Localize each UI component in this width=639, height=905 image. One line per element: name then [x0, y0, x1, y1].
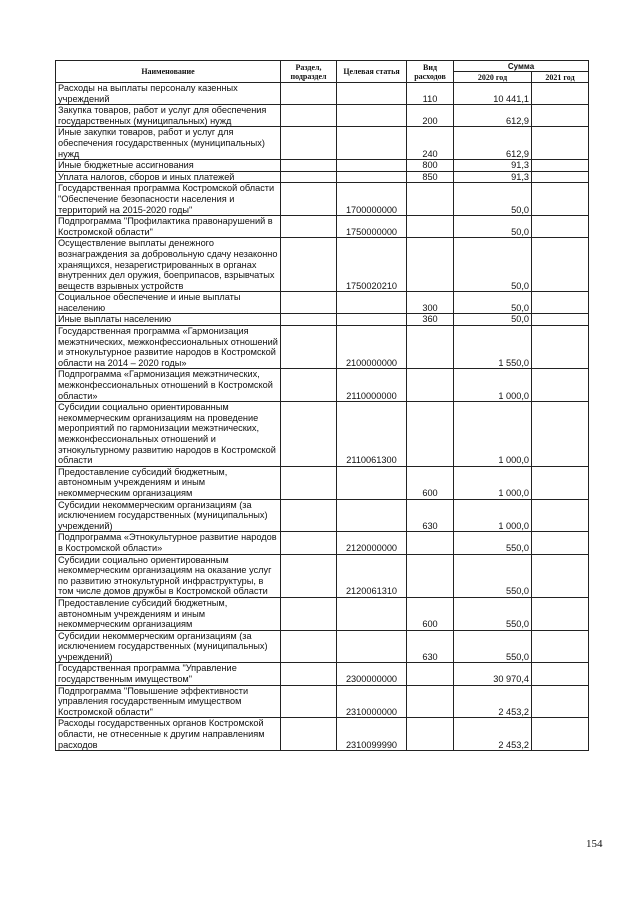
cell-target [337, 171, 407, 183]
cell-section [281, 554, 337, 597]
cell-y2021 [532, 216, 589, 238]
table-row [56, 326, 589, 369]
cell-target: 2310000000 [337, 685, 407, 718]
table-row [56, 532, 589, 554]
cell-name: Уплата налогов, сборов и иных платежей [56, 171, 281, 183]
header-expense: Вид расходов [407, 61, 454, 83]
cell-section [281, 216, 337, 238]
cell-expense [407, 663, 454, 685]
table-row [56, 630, 589, 663]
cell-section [281, 171, 337, 183]
cell-y2021 [532, 663, 589, 685]
cell-y2020: 91,3 [454, 160, 532, 172]
table-row [56, 216, 589, 238]
cell-name: Осуществление выплаты денежного вознаграждения за добровольную сдачу незаконно хранящихся, незарегистрированных в органах внутренних дел оружия, боеприпасов, взрывчатых веществ взрывных устройств [56, 238, 281, 292]
cell-section [281, 238, 337, 292]
cell-section [281, 663, 337, 685]
cell-section [281, 326, 337, 369]
cell-y2020: 50,0 [454, 216, 532, 238]
cell-expense [407, 402, 454, 467]
cell-name: Государственная программа Костромской области "Обеспечение безопасности населения и территорий на 2015-2020 годы" [56, 183, 281, 216]
cell-expense [407, 238, 454, 292]
cell-section [281, 499, 337, 532]
cell-y2020: 550,0 [454, 554, 532, 597]
table-row [56, 105, 589, 127]
cell-name: Социальное обеспечение и иные выплаты населению [56, 292, 281, 314]
cell-expense: 300 [407, 292, 454, 314]
cell-y2020: 612,9 [454, 105, 532, 127]
cell-expense: 200 [407, 105, 454, 127]
cell-target [337, 499, 407, 532]
cell-y2020: 30 970,4 [454, 663, 532, 685]
cell-target: 2120000000 [337, 532, 407, 554]
cell-target [337, 127, 407, 160]
cell-y2021 [532, 183, 589, 216]
cell-name: Иные бюджетные ассигнования [56, 160, 281, 172]
table-row [56, 663, 589, 685]
cell-target [337, 292, 407, 314]
cell-expense: 850 [407, 171, 454, 183]
cell-name: Подпрограмма "Профилактика правонарушений в Костромской области" [56, 216, 281, 238]
cell-y2021 [532, 499, 589, 532]
cell-name: Субсидии некоммерческим организациям (за исключением государственных (муниципальных) учреждений) [56, 630, 281, 663]
cell-name: Подпрограмма «Гармонизация межэтнических, межконфессиональных отношений в Костромской области» [56, 369, 281, 402]
budget-table [55, 60, 589, 751]
header-name: Наименование [56, 61, 281, 83]
cell-expense [407, 369, 454, 402]
table-row [56, 83, 589, 105]
cell-y2021 [532, 238, 589, 292]
cell-expense [407, 183, 454, 216]
table-row [56, 183, 589, 216]
cell-name: Предоставление субсидий бюджетным, автономным учреждениям и иным некоммерческим организациям [56, 466, 281, 499]
cell-y2020: 612,9 [454, 127, 532, 160]
cell-y2020: 1 000,0 [454, 402, 532, 467]
cell-y2020: 50,0 [454, 183, 532, 216]
cell-y2021 [532, 630, 589, 663]
cell-target [337, 630, 407, 663]
cell-name: Подпрограмма «Этнокультурное развитие народов в Костромской области» [56, 532, 281, 554]
cell-y2020: 1 000,0 [454, 499, 532, 532]
cell-expense [407, 554, 454, 597]
cell-section [281, 314, 337, 326]
cell-target: 2300000000 [337, 663, 407, 685]
cell-name: Закупка товаров, работ и услуг для обеспечения государственных (муниципальных) нужд [56, 105, 281, 127]
cell-target [337, 105, 407, 127]
cell-y2020: 10 441,1 [454, 83, 532, 105]
table-row [56, 685, 589, 718]
cell-y2020: 50,0 [454, 238, 532, 292]
cell-section [281, 597, 337, 630]
cell-section [281, 369, 337, 402]
cell-expense [407, 532, 454, 554]
cell-target [337, 314, 407, 326]
cell-y2021 [532, 127, 589, 160]
cell-y2020: 1 550,0 [454, 326, 532, 369]
header-year-2021: 2021 год [532, 72, 589, 83]
cell-target: 2310099990 [337, 718, 407, 751]
table-row [56, 499, 589, 532]
cell-target [337, 597, 407, 630]
cell-target: 1750000000 [337, 216, 407, 238]
cell-expense: 240 [407, 127, 454, 160]
cell-y2021 [532, 105, 589, 127]
page-number: 154 [586, 838, 603, 850]
cell-y2021 [532, 466, 589, 499]
cell-target: 1750020210 [337, 238, 407, 292]
cell-expense: 360 [407, 314, 454, 326]
cell-name: Расходы государственных органов Костромской области, не отнесенные к другим направлениям расходов [56, 718, 281, 751]
cell-section [281, 127, 337, 160]
cell-section [281, 466, 337, 499]
table-row [56, 554, 589, 597]
cell-expense: 630 [407, 499, 454, 532]
cell-y2020: 550,0 [454, 630, 532, 663]
table-row [56, 127, 589, 160]
header-target: Целевая статья [337, 61, 407, 83]
cell-section [281, 685, 337, 718]
header-year-2020: 2020 год [454, 72, 532, 83]
cell-target [337, 83, 407, 105]
table-row [56, 718, 589, 751]
cell-section [281, 630, 337, 663]
cell-y2021 [532, 292, 589, 314]
cell-expense [407, 685, 454, 718]
cell-name: Государственная программа "Управление государственным имуществом" [56, 663, 281, 685]
cell-y2021 [532, 718, 589, 751]
cell-name: Субсидии некоммерческим организациям (за исключением государственных (муниципальных) учреждений) [56, 499, 281, 532]
cell-target: 2120061310 [337, 554, 407, 597]
cell-target [337, 466, 407, 499]
cell-y2021 [532, 326, 589, 369]
table-row [56, 292, 589, 314]
cell-section [281, 160, 337, 172]
cell-name: Подпрограмма "Повышение эффективности управления государственным имуществом Костромской области" [56, 685, 281, 718]
table-row [56, 597, 589, 630]
cell-y2021 [532, 685, 589, 718]
table-row [56, 314, 589, 326]
header-section: Раздел, подраздел [281, 61, 337, 83]
cell-y2021 [532, 597, 589, 630]
cell-y2020: 550,0 [454, 597, 532, 630]
cell-expense [407, 326, 454, 369]
cell-section [281, 718, 337, 751]
cell-name: Субсидии социально ориентированным некоммерческим организациям на оказание услуг по развитию этнокультурной инфраструктуры, в том числе домов дружбы в Костромской области [56, 554, 281, 597]
cell-y2021 [532, 369, 589, 402]
cell-y2021 [532, 160, 589, 172]
cell-section [281, 83, 337, 105]
cell-y2020: 91,3 [454, 171, 532, 183]
cell-y2020: 1 000,0 [454, 466, 532, 499]
cell-section [281, 292, 337, 314]
cell-section [281, 402, 337, 467]
cell-name: Субсидии социально ориентированным некоммерческим организациям на проведение мероприятий по гармонизации межэтнических, межконфессиональных отношений и этнокультурному развитию народов в Костромской области [56, 402, 281, 467]
cell-y2020: 2 453,2 [454, 685, 532, 718]
cell-y2020: 1 000,0 [454, 369, 532, 402]
cell-y2021 [532, 83, 589, 105]
table-row [56, 171, 589, 183]
cell-y2021 [532, 554, 589, 597]
cell-y2020: 50,0 [454, 292, 532, 314]
cell-name: Государственная программа «Гармонизация межэтнических, межконфессиональных отношений и этнокультурное развитие народов в Костромской области на 2014 – 2020 годы» [56, 326, 281, 369]
cell-y2021 [532, 402, 589, 467]
table-row [56, 402, 589, 467]
header-sum: Сумма [454, 61, 589, 72]
cell-name: Иные выплаты населению [56, 314, 281, 326]
table-row [56, 369, 589, 402]
table-row [56, 466, 589, 499]
cell-y2020: 550,0 [454, 532, 532, 554]
cell-expense: 630 [407, 630, 454, 663]
cell-target: 2100000000 [337, 326, 407, 369]
cell-name: Предоставление субсидий бюджетным, автономным учреждениям и иным некоммерческим организациям [56, 597, 281, 630]
cell-y2020: 50,0 [454, 314, 532, 326]
cell-target: 2110061300 [337, 402, 407, 467]
cell-target: 1700000000 [337, 183, 407, 216]
cell-name: Иные закупки товаров, работ и услуг для обеспечения государственных (муниципальных) нужд [56, 127, 281, 160]
cell-y2021 [532, 314, 589, 326]
cell-target: 2110000000 [337, 369, 407, 402]
cell-y2021 [532, 171, 589, 183]
cell-section [281, 532, 337, 554]
cell-y2021 [532, 532, 589, 554]
cell-expense: 110 [407, 83, 454, 105]
cell-section [281, 105, 337, 127]
table-row [56, 160, 589, 172]
cell-expense: 600 [407, 466, 454, 499]
table-row [56, 238, 589, 292]
cell-target [337, 160, 407, 172]
cell-expense: 600 [407, 597, 454, 630]
cell-expense [407, 718, 454, 751]
cell-expense [407, 216, 454, 238]
cell-expense: 800 [407, 160, 454, 172]
cell-section [281, 183, 337, 216]
cell-name: Расходы на выплаты персоналу казенных учреждений [56, 83, 281, 105]
cell-y2020: 2 453,2 [454, 718, 532, 751]
